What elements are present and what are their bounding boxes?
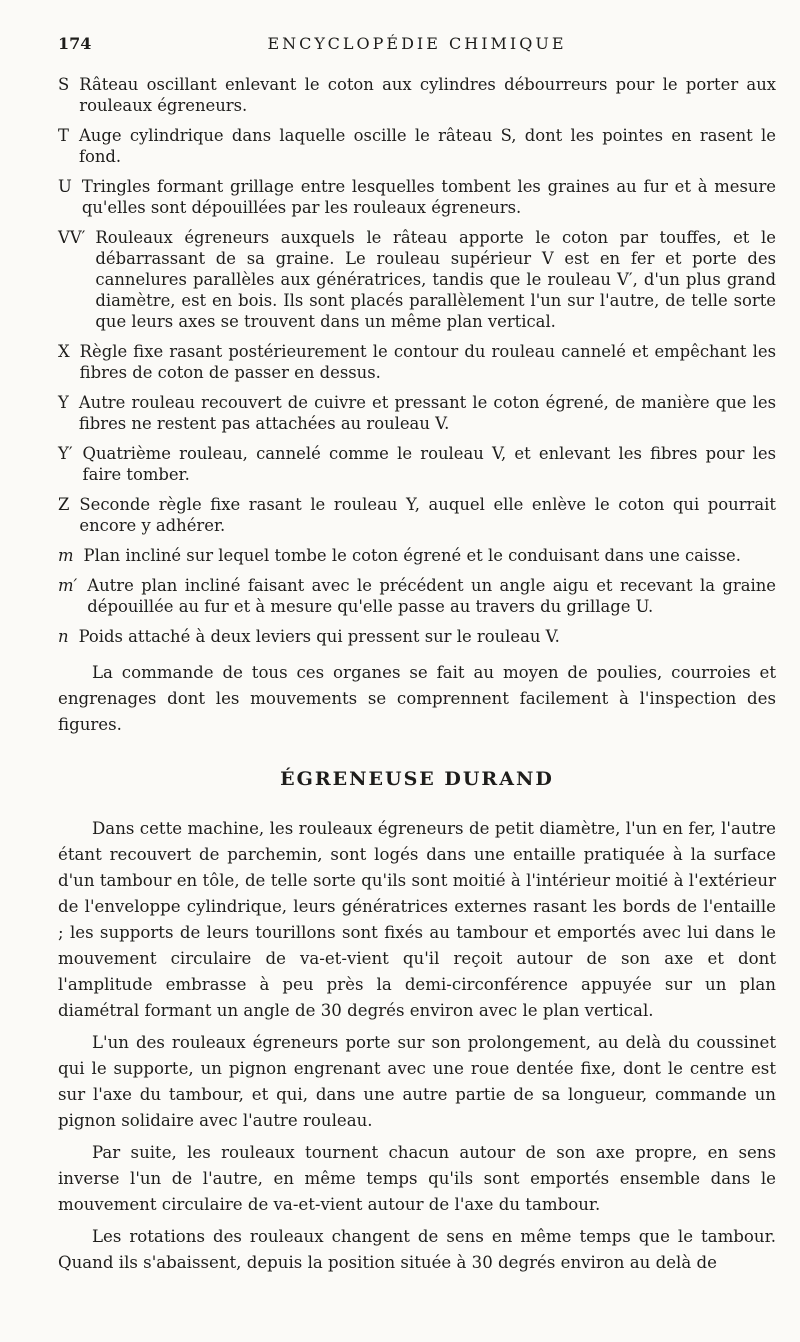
legend-entry: [58, 392, 776, 434]
legend-text: Râteau oscillant enlevant le coton aux cylindres débourreurs pour le porter aux rouleaux égreneurs.: [79, 75, 776, 115]
legend-key: T: [58, 126, 69, 145]
section-title: ÉGRENEUSE DURAND: [280, 768, 554, 790]
section-body: [58, 816, 776, 1282]
running-header: [58, 34, 776, 56]
legend-text: Seconde règle fixe rasant le rouleau Y, auquel elle enlève le coton qui pourrait encore y adhérer.: [79, 495, 776, 535]
legend-text: Autre rouleau recouvert de cuivre et pressant le coton égrené, de manière que les fibres ne restent pas attachées au rouleau V.: [78, 393, 776, 433]
legend-text: Plan incliné sur lequel tombe le coton égrené et le conduisant dans une caisse.: [83, 546, 741, 565]
legend-entry: [58, 626, 776, 647]
legend-entry: [58, 575, 776, 617]
legend-text: Règle fixe rasant postérieurement le contour du rouleau cannelé et empêchant les fibres de coton de passer en dessus.: [79, 342, 776, 382]
legend-key: m: [58, 546, 74, 565]
page-number: 174: [58, 34, 92, 53]
legend-key: Y′: [58, 444, 73, 463]
paragraph: L'un des rouleaux égreneurs porte sur son prolongement, au delà du coussinet qui le supporte, un pignon engrenant avec une roue dentée fixe, dont le centre est sur l'axe du tambour, et qui, dans une autre partie de sa longueur, commande un pignon solidaire avec l'autre rouleau.: [58, 1033, 776, 1130]
legend-key: VV′: [58, 228, 86, 247]
figure-legend: [58, 74, 776, 656]
intro-block: [58, 660, 776, 818]
legend-key: n: [58, 627, 69, 646]
paragraph: Par suite, les rouleaux tournent chacun autour de son axe propre, en sens inverse l'un de l'autre, en même temps qu'ils sont emportés ensemble dans le mouvement circulaire de va-et-vient autour de l'axe du tambour.: [58, 1143, 776, 1214]
legend-entry: [58, 545, 776, 566]
legend-text: Poids attaché à deux leviers qui pressent sur le rouleau V.: [78, 627, 560, 646]
legend-entry: [58, 176, 776, 218]
legend-key: S: [58, 75, 70, 94]
legend-entry: [58, 74, 776, 116]
legend-entry: [58, 227, 776, 332]
legend-entry: [58, 443, 776, 485]
intro-paragraph: La commande de tous ces organes se fait au moyen de poulies, courroies et engrenages dont les mouvements se comprennent facilement à l'inspection des figures.: [58, 663, 776, 734]
legend-text: Rouleaux égreneurs auxquels le râteau apporte le coton par touffes, et le débarrassant de sa graine. Le rouleau supérieur V est en fer et porte des cannelures parallèles aux génératrices, tandis que le rouleau V′, d'un plus grand diamètre, est en bois. Ils sont placés parallèlement l'un sur l'autre, de telle sorte que leurs axes se trouvent dans un même plan vertical.: [95, 228, 776, 331]
paragraph: Les rotations des rouleaux changent de sens en même temps que le tambour. Quand ils s'abaissent, depuis la position située à 30 degrés environ au delà de: [58, 1227, 776, 1272]
legend-entry: [58, 125, 776, 167]
legend-entry: [58, 494, 776, 536]
legend-text: Auge cylindrique dans laquelle oscille le râteau S, dont les pointes en rasent le fond.: [78, 126, 776, 166]
legend-key: Y: [58, 393, 69, 412]
legend-key: m′: [58, 576, 78, 595]
legend-key: X: [58, 342, 70, 361]
legend-key: U: [58, 177, 72, 196]
legend-text: Autre plan incliné faisant avec le précédent un angle aigu et recevant la graine dépouillée au fur et à mesure qu'elle passe au travers du grillage U.: [87, 576, 776, 616]
paragraph: Dans cette machine, les rouleaux égreneurs de petit diamètre, l'un en fer, l'autre étant recouvert de parchemin, sont logés dans une entaille pratiquée à la surface d'un tambour en tôle, de telle sorte qu'ils sont moitié à l'intérieur moitié à l'extérieur de l'enveloppe cylindrique, leurs génératrices externes rasant les bords de l'entaille ; les supports de leurs tourillons sont fixés au tambour et emportés avec lui dans le mouvement circulaire de va-et-vient qu'il reçoit autour de son axe et dont l'amplitude embrasse à peu près la demi-circonférence appuyée sur un plan diamétral formant un angle de 30 degrés environ avec le plan vertical.: [58, 819, 776, 1020]
legend-key: Z: [58, 495, 70, 514]
legend-text: Quatrième rouleau, cannelé comme le rouleau V, et enlevant les fibres pour les faire tomber.: [82, 444, 776, 484]
legend-text: Tringles formant grillage entre lesquelles tombent les graines au fur et à mesure qu'elles sont dépouillées par les rouleaux égreneurs.: [81, 177, 776, 217]
legend-entry: [58, 341, 776, 383]
running-title: ENCYCLOPÉDIE CHIMIQUE: [267, 34, 567, 53]
